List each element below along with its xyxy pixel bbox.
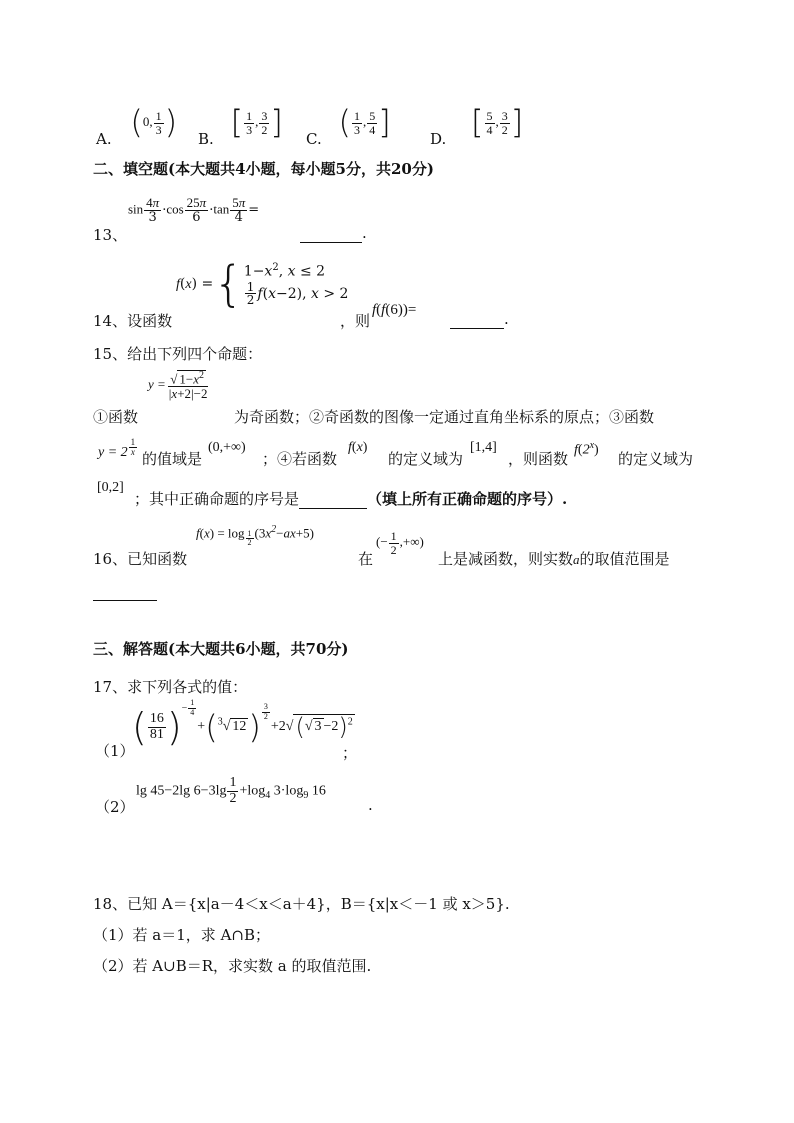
q14-function: f(x) ={ $1-x^2$, x ≤ 2 $\frac{1}{2}$ f(x−2), x > 2 xyxy=(176,256,349,312)
option-d: D. [ $\frac{5}{4}$ , $\frac{3}{2}$ ] xyxy=(430,103,524,148)
q17-part2-expr: lg 45−2lg 6−3lg $\frac{1}{2}$ $+\log_4$ $3\cdot\log_9$ 16 xyxy=(136,775,326,806)
q14-number: 14、设函数 xyxy=(93,312,173,330)
q14-ask: f(f(6))= xyxy=(372,302,417,318)
option-d-label: D. xyxy=(430,130,447,148)
q15-range: (0,+∞) xyxy=(208,440,246,455)
q15-p4a: 的定义域为 xyxy=(388,450,464,468)
option-c-interval: $\frac{1}{3}$ , $\frac{5}{4}$ xyxy=(353,108,376,137)
q15-p4c: 的定义域为 xyxy=(618,450,694,468)
q15-func-3: y = 2 $^{\frac{1}{x}}$ xyxy=(98,437,136,460)
option-b-label: B. xyxy=(198,130,214,148)
option-a: A. (0, $\frac{1}{3}$ ) xyxy=(96,103,178,148)
q13-number: 13、 xyxy=(93,226,128,244)
option-b: B. [ $\frac{1}{3}$ , $\frac{3}{2}$ ] xyxy=(198,103,283,148)
q16-rest: 上是减函数，则实数a的取值范围是 xyxy=(438,550,670,568)
q15-fx: f(x) xyxy=(348,440,368,455)
option-c-label: C. xyxy=(306,130,322,148)
q15-f2x: f(2$^x$) xyxy=(574,440,599,458)
q16-number: 16、已知函数 xyxy=(93,550,188,568)
q15-number: 15、给出下列四个命题： xyxy=(93,345,263,363)
q18-line-1: 18、已知 A＝{x|a－4＜x＜a＋4}，B＝{x|x＜－1 或 x＞5}. xyxy=(93,895,510,913)
q16-blank xyxy=(93,582,157,601)
q15-domain-1: [1,4] xyxy=(470,440,497,455)
q18-line-2: （1）若 a＝1，求 A∩B； xyxy=(93,926,270,944)
q17-part1-end: ； xyxy=(342,744,358,762)
q15-p4b: ，则函数 xyxy=(508,450,569,468)
option-b-interval: $\frac{1}{3}$ , $\frac{3}{2}$ xyxy=(246,108,268,137)
q15-p1b: 为奇函数；②奇函数的图像一定通过直角坐标系的原点；③函数 xyxy=(234,408,655,426)
q18-line-3: （2）若 A∪B＝R，求实数 a 的取值范围. xyxy=(93,957,372,975)
option-a-interval: 0, $\frac{1}{3}$ xyxy=(142,108,162,137)
q16-function: f(x) = log $_{\frac{1}{2}}$ $(3x^2-ax+5)$ xyxy=(196,524,314,548)
q14-blank: . xyxy=(450,310,509,329)
q17-part1-expr: ( $\frac{16}{81}$ )$^{- \frac{1}{4}}$ +($^3$√ 12) $^{\frac{3}{2}}$ +2√(√ 3 −2)$^2$ xyxy=(132,698,353,749)
q13-expression: sin $\frac{4\pi}{3}$ ·cos $\frac{25\pi}{6}$ ·tan $\frac{5\pi}{4}$ = xyxy=(128,195,260,225)
q17-part1-label: （1） xyxy=(95,742,135,760)
q17-number: 17、求下列各式的值： xyxy=(93,678,248,696)
q17-part2-label: （2） xyxy=(95,798,135,816)
q13-blank: . xyxy=(300,224,367,243)
option-c: C. ( $\frac{1}{3}$ , $\frac{5}{4}$ ] xyxy=(306,103,391,148)
q16-interval: (− $\frac{1}{2}$ ,+∞) xyxy=(376,529,424,557)
q15-func-1: y = $\frac{√ 1-x^2}{|x+2|-2}$ xyxy=(148,370,208,401)
q15-p4d: ；其中正确命题的序号是 （填上所有正确命题的序号）. xyxy=(134,490,568,508)
q15-domain-2: [0,2] xyxy=(97,480,124,495)
q17-part2-end: . xyxy=(368,796,373,814)
q15-p3b: ；④若函数 xyxy=(262,450,338,468)
q16-at: 在 xyxy=(358,550,374,568)
q15-p1a: ①函数 xyxy=(93,408,139,426)
option-d-interval: $\frac{5}{4}$ , $\frac{3}{2}$ xyxy=(486,108,508,137)
option-a-label: A. xyxy=(96,130,112,148)
section-3-title: 三、解答题(本大题共6小题，共70分) xyxy=(93,640,349,658)
q14-then: ，则 xyxy=(340,312,371,330)
section-2-title: 二、填空题(本大题共4小题，每小题5分，共20分) xyxy=(93,160,434,178)
q15-p3a: 的值域是 xyxy=(142,450,203,468)
